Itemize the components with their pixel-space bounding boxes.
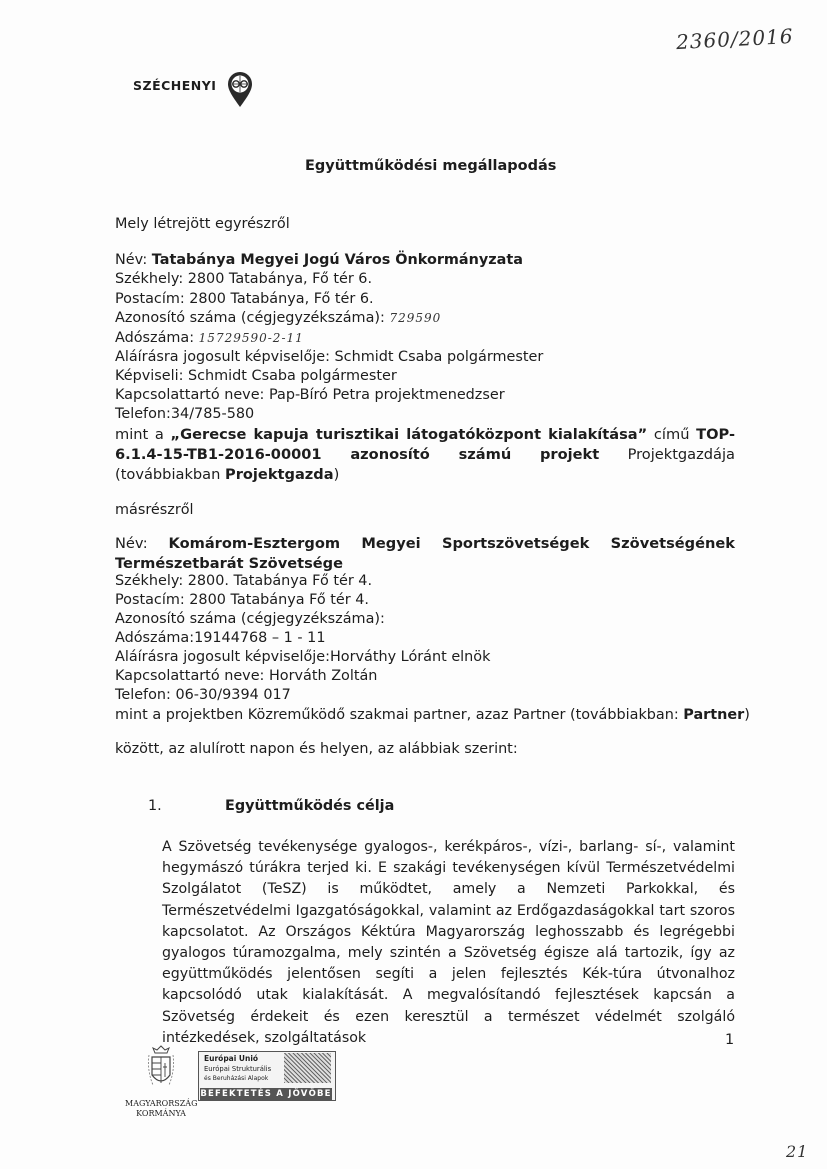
party1-azonosito-label: Azonosító száma (cégjegyzékszáma): bbox=[115, 310, 390, 326]
party1-name: Tatabánya Megyei Jogú Város Önkormányzata bbox=[151, 252, 523, 268]
masreszrol-text: másrészről bbox=[115, 502, 194, 518]
party2-telefon: Telefon: 06-30/9394 017 bbox=[115, 687, 291, 703]
eu-flag-icon bbox=[284, 1053, 331, 1083]
party2-mint-line bbox=[115, 707, 750, 723]
eu-line-3: és Beruházási Alapok bbox=[204, 1075, 269, 1082]
party1-role-bold: Projektgazda bbox=[225, 466, 334, 483]
section1-number: 1. bbox=[148, 798, 162, 814]
party1-adoszama-handwritten: 15729590-2-11 bbox=[198, 331, 304, 345]
intro-text: Mely létrejött egyrészről bbox=[115, 216, 290, 232]
szechenyi-logo-text: SZÉCHENYI bbox=[133, 78, 217, 93]
party1-name-label: Név: bbox=[115, 252, 152, 268]
party2-name-label: Név: bbox=[115, 535, 169, 552]
party1-role: Projektgazdája (továbbiakban bbox=[115, 446, 735, 483]
gov-text-2: KORMÁNYA bbox=[136, 1109, 186, 1118]
eu-line-1: Európai Unió bbox=[204, 1054, 259, 1063]
party1-azonosito-handwritten: 729590 bbox=[389, 311, 442, 325]
hungarian-government-logo bbox=[125, 1045, 197, 1125]
party1-kapcsolattarto: Kapcsolattartó neve: Pap-Bíró Petra projektmenedzser bbox=[115, 387, 505, 403]
party2-azonosito: Azonosító száma (cégjegyzékszáma): bbox=[115, 611, 385, 627]
party2-mint-end: ) bbox=[744, 707, 750, 723]
coat-of-arms-icon bbox=[147, 1045, 175, 1091]
party1-kepviseli: Képviseli: Schmidt Csaba polgármester bbox=[115, 368, 397, 384]
szechenyi-logo bbox=[133, 72, 263, 108]
party1-adoszama-label: Adószáma: bbox=[115, 330, 199, 346]
party2-postacim: Postacím: 2800 Tatabánya Fő tér 4. bbox=[115, 592, 370, 608]
eu-line-2: Európai Strukturális bbox=[204, 1065, 272, 1073]
party1-cimu: című bbox=[647, 426, 697, 443]
party1-adoszama bbox=[115, 330, 304, 346]
szechenyi-pin-icon bbox=[227, 72, 253, 108]
party2-adoszama: Adószáma:19144768 – 1 - 11 bbox=[115, 630, 326, 646]
party1-alairasra: Aláírásra jogosult képviselője: Schmidt Csaba polgármester bbox=[115, 349, 544, 365]
project-id: TOP-6.1.4-15-TB1-2016-00001 azonosító számú projekt bbox=[115, 426, 735, 463]
party1-azonosito bbox=[115, 310, 441, 326]
party1-szekhely: Székhely: 2800 Tatabánya, Fő tér 6. bbox=[115, 271, 373, 287]
document-title: Együttműködési megállapodás bbox=[305, 158, 557, 174]
section1-heading: Együttműködés célja bbox=[225, 798, 395, 814]
handwritten-corner-mark: 21 bbox=[786, 1142, 809, 1161]
party2-szekhely: Székhely: 2800. Tatabánya Fő tér 4. bbox=[115, 573, 373, 589]
party1-mint-a: mint a bbox=[115, 426, 171, 443]
party1-postacim: Postacím: 2800 Tatabánya, Fő tér 6. bbox=[115, 291, 374, 307]
party2-name-paragraph bbox=[115, 534, 735, 574]
project-name: „Gerecse kapuja turisztikai látogatóközpont kialakítása” bbox=[170, 426, 648, 443]
party1-telefon: Telefon:34/785-580 bbox=[115, 406, 255, 422]
section1-paragraph: A Szövetség tevékenysége gyalogos-, kerékpáros-, vízi-, barlang- sí-, valamint hegymászó túrákra terjed ki. E szakági tevékenységen kívül Természetvédelmi Szolgálatot (TeSZ) is működtet, amely a Nemzeti Parkokkal, és Természetvédelmi Igazgatóságokkal, valamint az Erdőgazdaságokkal tart szoros kapcsolatot. Az Országos Kéktúra Magyarország leghosszabb és legrégebbi gyalogos túramozgalma, mely szintén a Szövetség égisze alá tartozik, így az együttműködés jelentősen segíti a jelen fejlesztés Kék-túra útvonalhoz kapcsolódó utak kialakítását. A megvalósítandó fejlesztések kapcsán a Szövetség érdekeit és ezen keresztül a természet védelmét szolgáló intézkedések, szolgáltatások bbox=[162, 839, 735, 1046]
party1-role-end: ) bbox=[333, 466, 340, 483]
befektetes-banner: BEFEKTETÉS A JÖVŐBE bbox=[200, 1089, 332, 1099]
party2-alairasra: Aláírásra jogosult képviselője:Horváthy Lóránt elnök bbox=[115, 649, 491, 665]
handwritten-reference: 2360/2016 bbox=[675, 23, 795, 55]
party1-role-paragraph bbox=[115, 425, 735, 485]
party2-mint: mint a projektben Közreműködő szakmai partner, azaz Partner (továbbiakban: bbox=[115, 707, 684, 723]
kozott-text: között, az alulírott napon és helyen, az alábbiak szerint: bbox=[115, 741, 518, 757]
gov-text-1: MAGYARORSZÁG bbox=[125, 1099, 198, 1108]
party2-mint-bold: Partner bbox=[683, 707, 745, 723]
party1-name-line bbox=[115, 252, 523, 268]
page-number: 1 bbox=[725, 1032, 735, 1048]
party2-name: Komárom-Esztergom Megyei Sportszövetségek Szövetségének Természetbarát Szövetsége bbox=[115, 535, 735, 572]
party2-kapcsolattarto: Kapcsolattartó neve: Horváth Zoltán bbox=[115, 668, 378, 684]
